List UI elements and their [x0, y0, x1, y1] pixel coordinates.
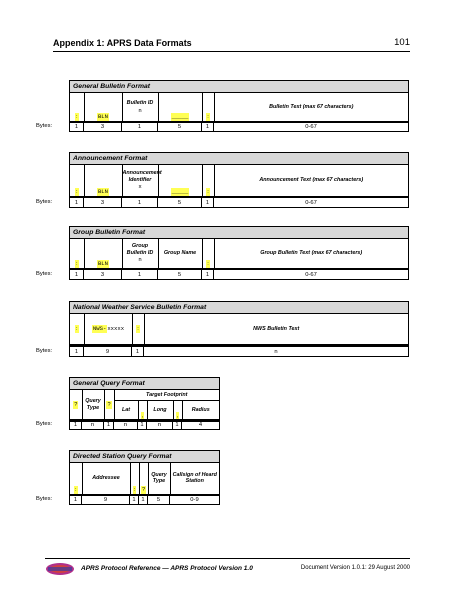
question-field: ?: [141, 486, 146, 493]
addressee-label: Addressee: [92, 475, 120, 481]
announcement-format: [69, 152, 409, 198]
byte-count: 5: [148, 495, 170, 505]
colon-field: :: [207, 113, 209, 120]
byte-count: 5: [158, 198, 202, 208]
byte-count: n: [147, 420, 173, 430]
nws-prefix-field: NWS-: [92, 324, 107, 332]
byte-count: 1: [122, 198, 158, 208]
byte-count: 1: [138, 420, 147, 430]
bln-field: BLN: [97, 112, 109, 120]
byte-count: 1: [70, 347, 84, 357]
format-table: [70, 463, 219, 495]
byte-count: 1: [139, 495, 148, 505]
byte-count: 9: [82, 495, 130, 505]
byte-count: 1: [104, 420, 114, 430]
byte-count: n: [114, 420, 138, 430]
group-id-glyph: n: [138, 256, 142, 264]
page-number: 101: [394, 37, 410, 48]
question-field: ?: [107, 401, 111, 408]
format-caption: Announcement Format: [70, 153, 408, 165]
byte-count: 1: [202, 122, 214, 132]
byte-count: 5: [158, 122, 202, 132]
nws-bulletin-format: [69, 301, 409, 346]
format-caption: National Weather Service Bulletin Format: [70, 302, 408, 314]
appendix-title: Appendix 1: APRS Data Formats: [53, 38, 192, 48]
group-id-label: Group Bulletin ID: [126, 243, 154, 256]
announcement-id-label: Announcement Identifier: [122, 170, 162, 183]
byte-count: 1: [70, 270, 84, 280]
long-label: Long: [153, 406, 167, 413]
byte-count: 1: [70, 198, 84, 208]
byte-count: 1: [70, 122, 84, 132]
lat-label: Lat: [121, 406, 131, 413]
bulletin-id-label: Bulletin ID: [126, 100, 154, 106]
bytes-label: Bytes:: [36, 123, 53, 129]
byte-count: 1: [173, 420, 182, 430]
comma-field: ,: [141, 412, 144, 419]
bln-field: BLN: [97, 259, 109, 267]
directed-query-format: [69, 450, 220, 496]
colon-field: :: [75, 113, 78, 120]
byte-count: 1: [70, 495, 82, 505]
group-name-label: Group Name: [163, 250, 197, 256]
format-table: [70, 239, 408, 269]
announcement-text-label: Announcement Text (max 67 characters): [259, 177, 364, 183]
format-caption: General Query Format: [70, 378, 219, 390]
byte-count: 5: [158, 270, 202, 280]
page-header: [53, 37, 410, 52]
bytes-label: Bytes:: [36, 421, 53, 427]
byte-count: 0-67: [214, 198, 409, 208]
announcement-id-glyph: x: [138, 183, 142, 191]
colon-field: :: [137, 325, 139, 332]
bulletin-id-glyph: n: [138, 106, 142, 114]
byte-count: 1: [122, 122, 158, 132]
document-version: Document Version 1.0.1: 29 August 2000: [300, 565, 410, 571]
byte-count: 1: [130, 495, 139, 505]
bln-field: BLN: [97, 187, 109, 195]
colon-field: :: [133, 486, 136, 493]
byte-count: 0-67: [214, 122, 409, 132]
format-table: [70, 314, 408, 345]
bytes-label: Bytes:: [36, 271, 53, 277]
query-type-label: Query Type: [151, 471, 167, 485]
group-text-label: Group Bulletin Text (max 67 characters): [260, 250, 363, 256]
byte-count: 3: [84, 122, 122, 132]
byte-count: 9: [84, 347, 132, 357]
byte-count: 1: [132, 347, 144, 357]
comma-field: ,: [176, 412, 179, 419]
byte-count: 1: [122, 270, 158, 280]
format-table: [70, 165, 408, 197]
general-bulletin-format: [69, 80, 409, 123]
radius-label: Radius: [191, 406, 210, 413]
bytes-label: Bytes:: [36, 199, 53, 205]
protocol-reference: APRS Protocol Reference — APRS Protocol Version 1.0: [81, 565, 253, 572]
question-field: ?: [74, 401, 78, 408]
bulletin-text-label: Bulletin Text (max 67 characters): [269, 103, 354, 110]
colon-field: :: [207, 188, 209, 195]
padding-field: _____: [171, 187, 189, 195]
general-query-format: [69, 377, 220, 422]
byte-count: 1: [202, 270, 214, 280]
group-bulletin-format: [69, 226, 409, 270]
byte-count: 0-67: [214, 270, 409, 280]
colon-field: :: [75, 188, 78, 195]
bytes-label: Bytes:: [36, 348, 53, 354]
page-footer: [45, 558, 410, 579]
format-caption: Directed Station Query Format: [70, 451, 219, 463]
query-type-label: Query Type: [85, 398, 101, 411]
aprs-logo-icon: [45, 562, 75, 576]
colon-field: :: [75, 325, 78, 332]
byte-count: 3: [84, 198, 122, 208]
format-caption: General Bulletin Format: [70, 81, 408, 93]
byte-count: n: [82, 420, 104, 430]
colon-field: :: [74, 486, 77, 493]
bytes-label: Bytes:: [36, 496, 53, 502]
byte-count: 1: [70, 420, 82, 430]
byte-count: 0-9: [170, 495, 220, 505]
byte-count: 3: [84, 270, 122, 280]
nws-x-field: xxxxx: [107, 324, 125, 332]
format-table: [70, 390, 219, 421]
format-caption: Group Bulletin Format: [70, 227, 408, 239]
format-table: [70, 93, 408, 122]
callsign-label: Callsign of Heard Station: [172, 471, 217, 485]
byte-count: n: [144, 347, 409, 357]
colon-field: :: [207, 260, 209, 267]
byte-count: 1: [202, 198, 214, 208]
colon-field: :: [75, 260, 78, 267]
target-footprint-label: Target Footprint: [146, 391, 188, 398]
byte-count: 4: [182, 420, 220, 430]
padding-field: _____: [171, 112, 189, 120]
nws-text-label: NWS Bulletin Text: [253, 325, 300, 332]
